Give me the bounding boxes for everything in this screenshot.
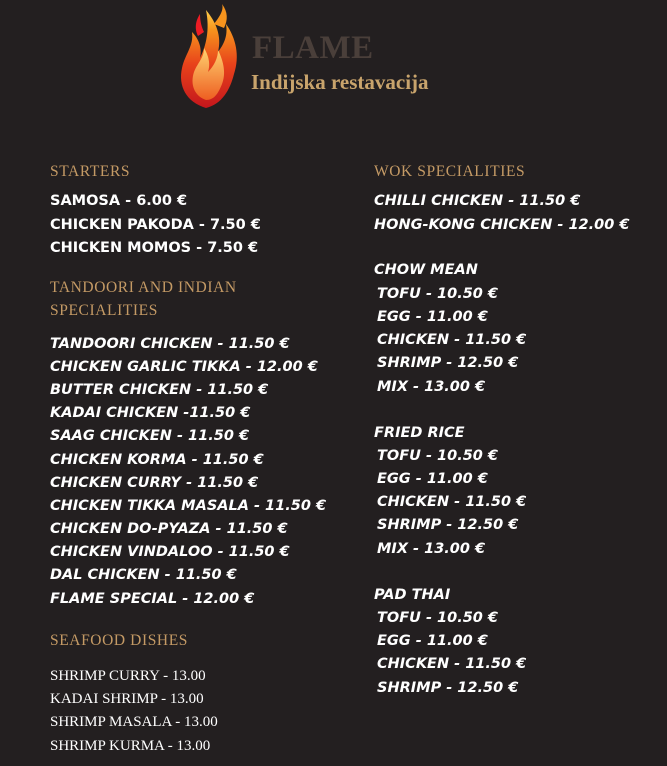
menu-item: TOFU - 10.50 €	[377, 286, 499, 302]
menu-item: CHICKEN GARLIC TIKKA - 12.00 €	[50, 359, 318, 375]
section-title-wok: WOK SPECIALITIES	[374, 163, 526, 180]
menu-item: EGG - 11.00 €	[377, 633, 488, 649]
subsection-title-pad-thai: PAD THAI	[374, 587, 451, 603]
menu-item: BUTTER CHICKEN - 11.50 €	[50, 382, 269, 398]
section-title-starters: STARTERS	[50, 163, 131, 180]
menu-item: MIX - 13.00 €	[377, 541, 486, 557]
menu-item: SHRIMP KURMA - 13.00	[50, 738, 211, 754]
menu-item: CHILLI CHICKEN - 11.50 €	[374, 193, 581, 209]
menu-item: CHICKEN - 11.50 €	[377, 332, 527, 348]
flame-icon	[176, 2, 242, 110]
menu-item: CHICKEN KORMA - 11.50 €	[50, 452, 264, 468]
menu-item: HONG-KONG CHICKEN - 12.00 €	[374, 217, 630, 233]
brand-tagline: Indijska restavacija	[251, 70, 429, 94]
menu-item: CHICKEN - 11.50 €	[377, 494, 527, 510]
menu-item: KADAI SHRIMP - 13.00	[50, 691, 204, 707]
menu-item: MIX - 13.00 €	[377, 379, 486, 395]
menu-item: SHRIMP - 12.50 €	[377, 680, 519, 696]
subsection-title-fried-rice: FRIED RICE	[374, 425, 465, 441]
section-title-tandoori: TANDOORI AND INDIAN	[50, 279, 237, 296]
menu-item: TOFU - 10.50 €	[377, 448, 499, 464]
brand-name: FLAME	[252, 30, 374, 66]
menu-item: CHICKEN MOMOS - 7.50 €	[50, 240, 259, 256]
menu-item: CHICKEN PAKODA - 7.50 €	[50, 217, 261, 233]
menu-item: SHRIMP CURRY - 13.00	[50, 668, 206, 684]
menu-item: KADAI CHICKEN -11.50 €	[50, 405, 251, 421]
menu-item: SHRIMP - 12.50 €	[377, 355, 519, 371]
menu-item: SHRIMP MASALA - 13.00	[50, 714, 218, 730]
menu-item: CHICKEN CURRY - 11.50 €	[50, 475, 259, 491]
menu-item: CHICKEN TIKKA MASALA - 11.50 €	[50, 498, 327, 514]
section-title-tandoori-line2: SPECIALITIES	[50, 302, 158, 319]
section-title-seafood: SEAFOOD DISHES	[50, 632, 189, 649]
menu-item: TANDOORI CHICKEN - 11.50 €	[50, 336, 290, 352]
menu-item: CHICKEN DO-PYAZA - 11.50 €	[50, 521, 288, 537]
menu-item: CHICKEN - 11.50 €	[377, 656, 527, 672]
menu-item: SAMOSA - 6.00 €	[50, 193, 188, 209]
menu-item: CHICKEN VINDALOO - 11.50 €	[50, 544, 290, 560]
menu-item: EGG - 11.00 €	[377, 471, 488, 487]
menu-item: FLAME SPECIAL - 12.00 €	[50, 591, 255, 607]
menu-item: SAAG CHICKEN - 11.50 €	[50, 428, 250, 444]
menu-item: TOFU - 10.50 €	[377, 610, 499, 626]
menu-item: SHRIMP - 12.50 €	[377, 517, 519, 533]
menu-item: DAL CHICKEN - 11.50 €	[50, 567, 237, 583]
menu-item: EGG - 11.00 €	[377, 309, 488, 325]
subsection-title-chow-mean: CHOW MEAN	[374, 262, 478, 278]
